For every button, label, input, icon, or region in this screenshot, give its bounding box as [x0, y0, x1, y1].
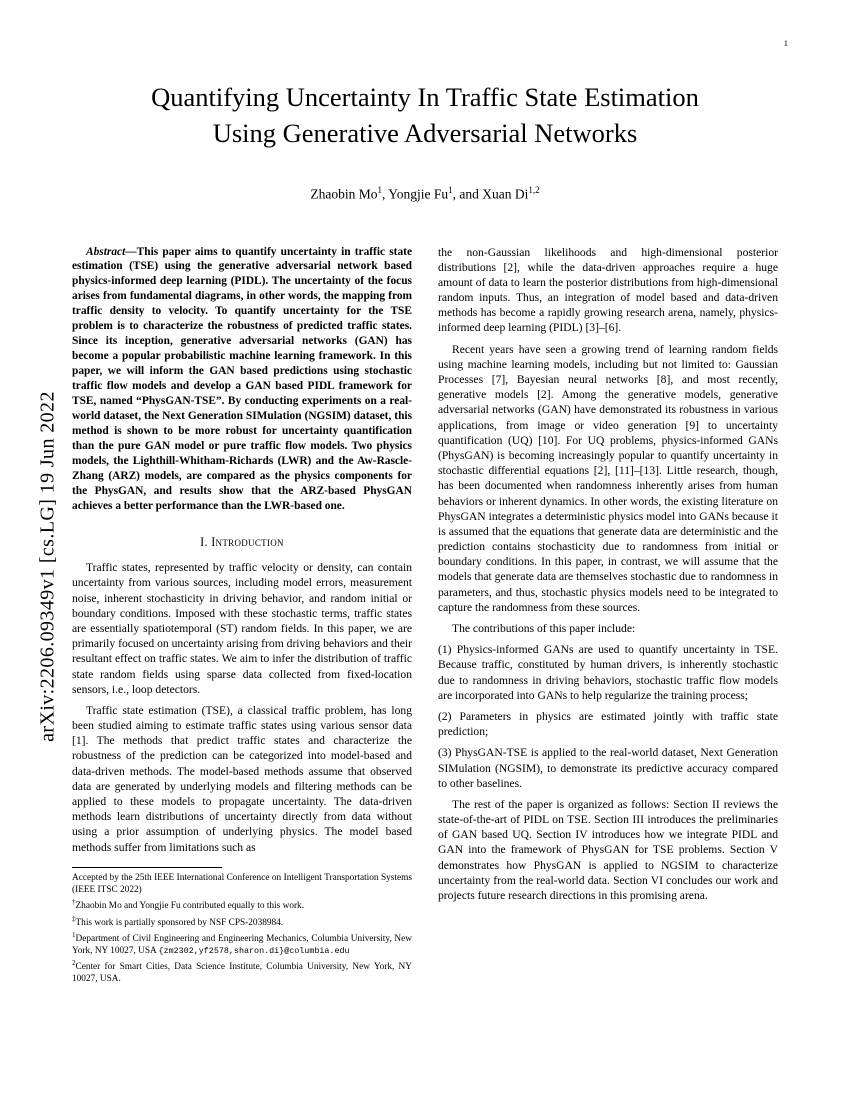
- author-affil-2: 1: [448, 185, 453, 195]
- paragraph: the non-Gaussian likelihoods and high-dimensional posterior distributions [2], while the data-driven approaches require a huge amount of data to learn the posterior distributions from high-dimensional random inputs. Thus, an integration of model based and data-driven methods has become a rapidly growing research arena, namely, physics-informed deep learning (PIDL) [3]–[6].: [438, 245, 778, 335]
- abstract-label: Abstract: [86, 245, 126, 258]
- footnote-4: [72, 959, 412, 986]
- author-sep-2: , and: [452, 186, 483, 202]
- title-line-2: Using Generative Adversarial Networks: [212, 117, 638, 148]
- paragraph: Traffic state estimation (TSE), a classical traffic problem, has long been studied aiming to estimate traffic states using various sensor data [1]. The methods that predict traffic states and characterize the robustness of the prediction can be categorized into model-based and data-driven methods. The model-based methods assume that observed data are generated by underlying models and filtering methods can be applied to these models to propagate uncertainty. The data-driven methods learn distributions of uncertainty directly from data without using a prior assumption of underlying physics. The model based methods suffer from limitations such as: [72, 703, 412, 854]
- section-heading-introduction: I. Introduction: [200, 535, 284, 550]
- paragraph: Traffic states, represented by traffic velocity or density, can contain uncertainty from various sources, including model errors, measurement noise, inherent stochasticity in driving behavior, and random initial or boundary conditions. Imposed with these stochastic terms, traffic states are essentially spatiotemporal (ST) random fields. In this paper, we are primarily focused on uncertainty arising from driving behaviors and their resultant effect on traffic states. We aim to infer the distribution of traffic state random fields using sparse data collected from fixed-location sensors, i.e., loop detectors.: [72, 561, 412, 696]
- footnote-1-text: Zhaobin Mo and Yongjie Fu contributed equally to this work.: [75, 901, 305, 912]
- arxiv-stamp: arXiv:2206.09349v1 [cs.LG] 19 Jun 2022: [36, 391, 59, 742]
- right-column: [438, 245, 778, 988]
- page-number: 1: [783, 38, 788, 48]
- paragraph: (2) Parameters in physics are estimated jointly with traffic state prediction;: [438, 709, 778, 739]
- footnote-3-email: {zm2302,yf2578,sharon.di}@columbia.edu: [158, 946, 350, 956]
- footnote-3-text: Department of Civil Engineering and Engineering Mechanics, Columbia University, New York, NY 10027, USA: [72, 934, 412, 956]
- title-line-1: Quantifying Uncertainty In Traffic State Estimation: [151, 82, 699, 112]
- paragraph: The rest of the paper is organized as follows: Section II reviews the state-of-the-art of PIDL on TSE. Section III introduces the preliminaries of GAN based UQ. Section IV introduces how we integrate PIDL and GAN into the framework of PhysGAN for TSE problems. Section V demonstrates how PhysGAN is applied to NGSIM to characterize uncertainty from the real-world data. Section VI concludes our work and projects future research directions in this promising arena.: [438, 797, 778, 902]
- footnote-1: [72, 898, 412, 913]
- author-name-2: Yongjie Fu: [388, 186, 449, 202]
- footnote-3-mark: 1: [72, 931, 76, 940]
- page-title: [72, 80, 778, 151]
- two-column-body: [72, 245, 778, 988]
- footnote-accepted: Accepted by the 25th IEEE International Conference on Intelligent Transportation Systems (IEEE ITSC 2022): [72, 872, 412, 895]
- author-affil-3: 1,2: [528, 185, 540, 195]
- author-sep-1: ,: [382, 186, 389, 202]
- left-column: [72, 245, 412, 988]
- footnote-1-mark: †: [72, 898, 76, 907]
- footnote-4-text: Center for Smart Cities, Data Science Institute, Columbia University, New York, NY 10027, USA.: [72, 962, 412, 985]
- paragraph: (1) Physics-informed GANs are used to quantify uncertainty in TSE. Because traffic, constituted by human drivers, is inherently stochastic due to randomness in driving behaviors, stochastic traffic flow models are incorporated into GANs to help regularize the training process;: [438, 643, 778, 702]
- footnote-3: [72, 931, 412, 958]
- abstract-dash: —: [125, 245, 137, 258]
- abstract: [72, 245, 412, 515]
- author-name-3: Xuan Di: [482, 186, 529, 202]
- footnotes: [72, 873, 412, 987]
- author-name-1: Zhaobin Mo: [310, 186, 378, 202]
- paragraph: (3) PhysGAN-TSE is applied to the real-world dataset, Next Generation SIMulation (NGSIM), to demonstrate its predictive accuracy compared to other baselines.: [438, 746, 778, 790]
- paragraph: Recent years have seen a growing trend of learning random fields using machine learning models, including but not limited to: Gaussian Processes [7], Bayesian neural networks [8], and most recently, generative models [2]. Among the generative models, generative adversarial networks (GAN) have demonstrated its robustness in various applications, from image or video generation [9] to uncertainty quantification (UQ) [10]. For UQ problems, physics-informed GANs (PhysGAN) is becoming increasingly popular to quantify uncertainty in stochastic differential equations [2], [11]–[13]. Little research, though, has been documented when randomness inherently arises from human behaviors or inherent dynamics. In other words, the existing literature on PhysGAN integrates a deterministic physics model into GANs because it is assumed that the equations that generate data are deterministic and the prediction contains stochasticity due to randomness from initial or boundary conditions. In this paper, in contrast, we will assume that the models that generate data are themselves stochastic due to randomness in parameters, and thus, stochastic physics models need to be integrated to capture the randomness from these sources.: [438, 342, 778, 614]
- footnote-2-text: This work is partially sponsored by NSF CPS-2038984.: [75, 917, 284, 928]
- footnote-2-mark: ‡: [72, 914, 76, 923]
- footnote-divider: [72, 867, 222, 868]
- abstract-text: This paper aims to quantify uncertainty in traffic state estimation (TSE) using the generative adversarial network based physics-informed deep learning (PIDL). The uncertainty of the focus arises from fundamental diagrams, in other words, the mapping from traffic density to velocity. To quantify uncertainty for the TSE problem is to characterize the robustness of predicted traffic states. Since its inception, generative adversarial networks (GAN) has become a popular probabilistic machine learning framework. In this paper, we will inform the GAN based predictions using stochastic traffic flow models and develop a GAN based PIDL framework for TSE, named “PhysGAN-TSE”. By conducting experiments on a real-world dataset, the Next Generation SIMulation (NGSIM) dataset, this method is shown to be more robust for uncertainty quantification than the pure GAN model or pure traffic flow models. Two physics models, the Lighthill-Whitham-Richards (LWR) and the Aw-Rascle-Zhang (ARZ) models, are compared as the physics components for the PhysGAN, and results show that the ARZ-based PhysGAN achieves a better performance than the LWR-based one.: [72, 245, 412, 513]
- paragraph: The contributions of this paper include:: [452, 622, 636, 635]
- paper-content: [72, 62, 778, 988]
- author-list: [72, 185, 778, 203]
- footnote-2: [72, 915, 412, 930]
- footnote-4-mark: 2: [72, 959, 76, 968]
- author-affil-1: 1: [377, 185, 383, 195]
